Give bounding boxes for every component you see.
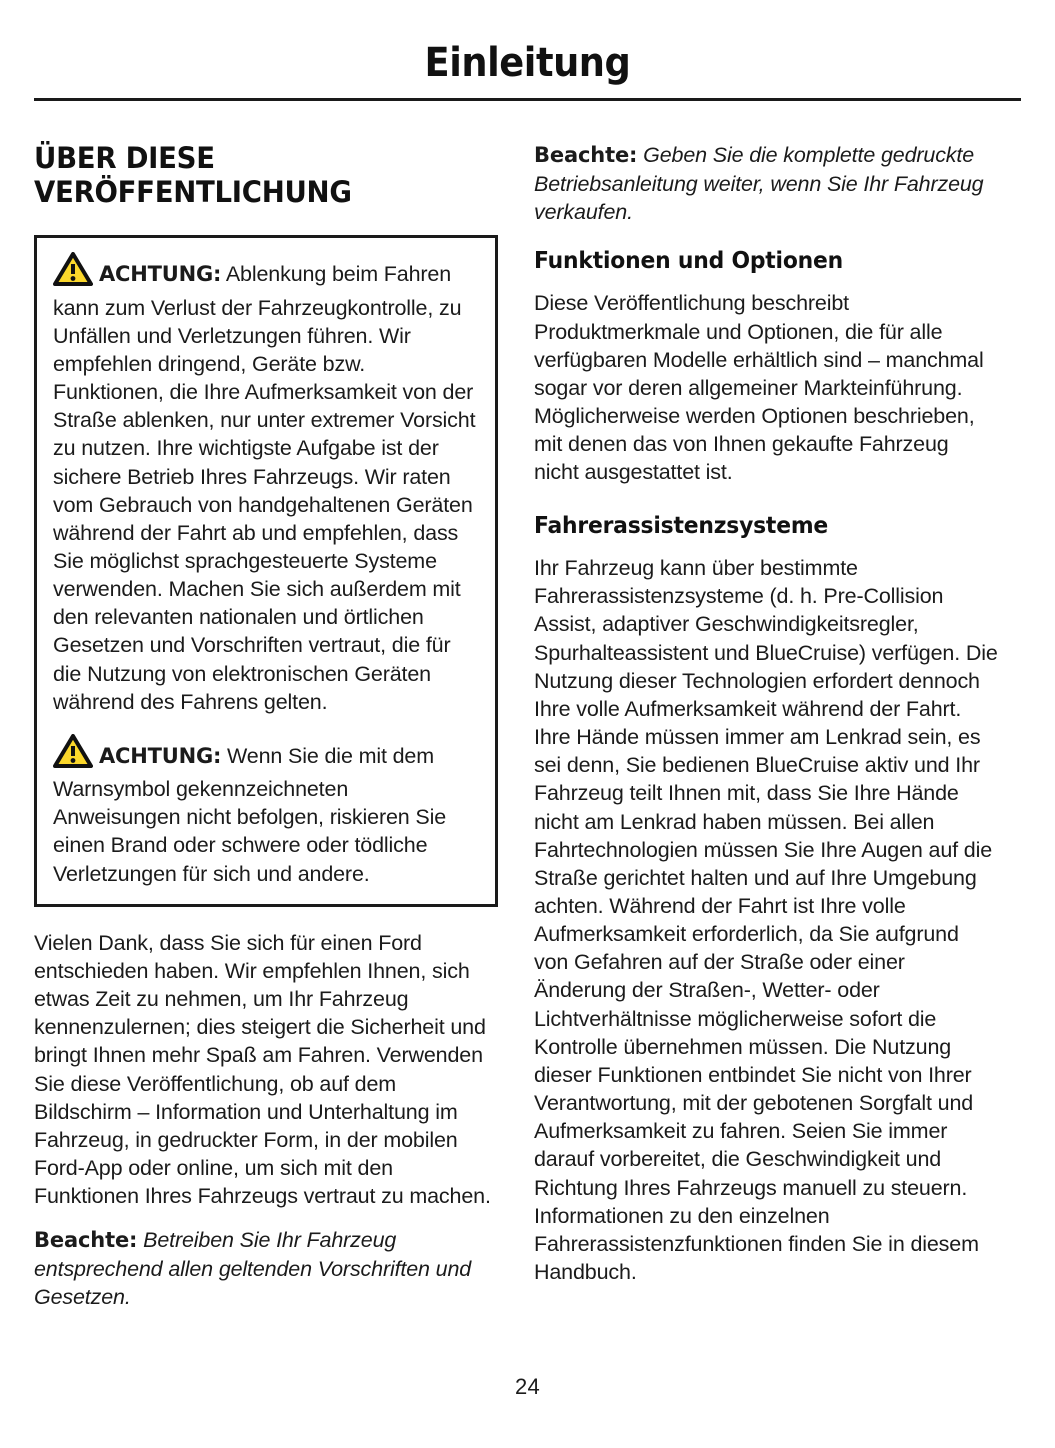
note-text: Geben Sie die komplette gedruckte Betriebsanleitung weiter, wenn Sie Ihr Fahrzeug verkaufen. <box>534 143 984 224</box>
subsection-title-driver-assistance: Fahrerassistenzsysteme <box>534 512 829 539</box>
warning-label: ACHTUNG: <box>99 743 222 768</box>
warning-item <box>53 252 479 716</box>
page-header <box>34 0 1021 84</box>
warning-body: Wenn Sie die mit dem Warnsymbol gekennzeichneten Anweisungen nicht befolgen, riskieren Sie einen Brand oder schwere oder tödliche Verletzungen für sich und andere. <box>53 743 447 886</box>
subsection-title-features-options: Funktionen und Optionen <box>534 247 844 274</box>
page-number: 24 <box>514 1374 541 1399</box>
warning-text <box>53 734 479 888</box>
note-block <box>534 141 998 226</box>
driver-assistance-paragraph: Ihr Fahrzeug kann über bestimmte Fahrerassistenzsysteme (d. h. Pre-Collision Assist, adaptiver Geschwindigkeitsregler, Spurhalteassistent und BlueCruise) verfügen. Die Nutzung dieser Technologien erfordert dennoch Ihre volle Aufmerksamkeit während der Fahrt. Ihre Hände müssen immer am Lenkrad sein, es sei denn, Sie bedienen BlueCruise aktiv und Ihr Fahrzeug teilt Ihnen mit, dass Sie Ihre Hände nicht am Lenkrad haben müssen. Bei allen Fahrtechnologien müssen Sie Ihre Augen auf die Straße gerichtet halten und auf Ihre Umgebung achten. Während der Fahrt ist Ihre volle Aufmerksamkeit erforderlich, da Sie aufgrund von Gefahren auf der Straße oder einer Änderung der Straßen-, Wetter- oder Lichtverhältnisse möglicherweise sofort die Kontrolle übernehmen müssen. Die Nutzung dieser Funktionen entbindet Sie nicht von Ihrer Verantwortung, mit der gebotenen Sorgfalt und Aufmerksamkeit zu fahren. Seien Sie immer darauf vorbereitet, die Geschwindigkeit und Richtung Ihres Fahrzeugs manuell zu steuern. Informationen zu den einzelnen Fahrerassistenzfunktionen finden Sie in diesem Handbuch. <box>534 556 998 1284</box>
warning-triangle-icon <box>53 252 93 293</box>
warning-label: ACHTUNG: <box>99 262 222 287</box>
left-column <box>34 141 498 1311</box>
note-text: Betreiben Sie Ihr Fahrzeug entsprechend allen geltenden Vorschriften und Gesetzen. <box>34 1228 472 1309</box>
warning-box <box>34 235 498 906</box>
note-label: Beachte: <box>34 1228 138 1253</box>
intro-paragraph: Vielen Dank, dass Sie sich für einen Ford entschieden haben. Wir empfehlen Ihnen, sich etwas Zeit zu nehmen, um Ihr Fahrzeug kennenzulernen; dies steigert die Sicherheit und bringt Ihnen mehr Spaß am Fahren. Verwenden Sie diese Veröffentlichung, ob auf dem Bildschirm – Information und Unterhaltung im Fahrzeug, in gedruckter Form, in der mobilen Ford-App oder online, um sich mit den Funktionen Ihres Fahrzeugs vertraut zu machen. <box>34 930 491 1209</box>
note-block <box>34 1226 498 1311</box>
page-footer <box>0 1374 1055 1400</box>
warning-body: Ablenkung beim Fahren kann zum Verlust der Fahrzeugkontrolle, zu Unfällen und Verletzungen führen. Wir empfehlen dringend, Geräte bzw. Funktionen, die Ihre Aufmerksamkeit von der Straße ablenken, nur unter extremer Vorsicht zu nutzen. Ihre wichtigste Aufgabe ist der sichere Betrieb Ihres Fahrzeugs. Wir raten vom Gebrauch von handgehaltenen Geräten während der Fahrt ab und empfehlen, dass Sie möglichst sprachgesteuerte Systeme verwenden. Machen Sie sich außerdem mit den relevanten nationalen und örtlichen Gesetzen und Vorschriften vertraut, die für die Nutzung von elektronischen Geräten während des Fahrens gelten. <box>53 262 476 714</box>
features-options-paragraph: Diese Veröffentlichung beschreibt Produktmerkmale und Optionen, die für alle verfügbaren Modelle erhältlich sind – manchmal sogar vor deren allgemeiner Markteinführung. Möglicherweise werden Optionen beschrieben, mit denen das von Ihnen gekaufte Fahrzeug nicht ausgestattet ist. <box>534 291 984 485</box>
note-label: Beachte: <box>534 143 638 167</box>
page-title: Einleitung <box>424 40 631 86</box>
warning-item <box>53 734 479 888</box>
warning-triangle-icon <box>53 734 93 775</box>
header-divider <box>34 98 1021 101</box>
two-column-body <box>34 141 1021 1311</box>
warning-text <box>53 252 479 716</box>
right-column <box>534 141 998 1286</box>
section-title-about-publication: ÜBER DIESE VERÖFFENTLICHUNG <box>34 141 352 210</box>
